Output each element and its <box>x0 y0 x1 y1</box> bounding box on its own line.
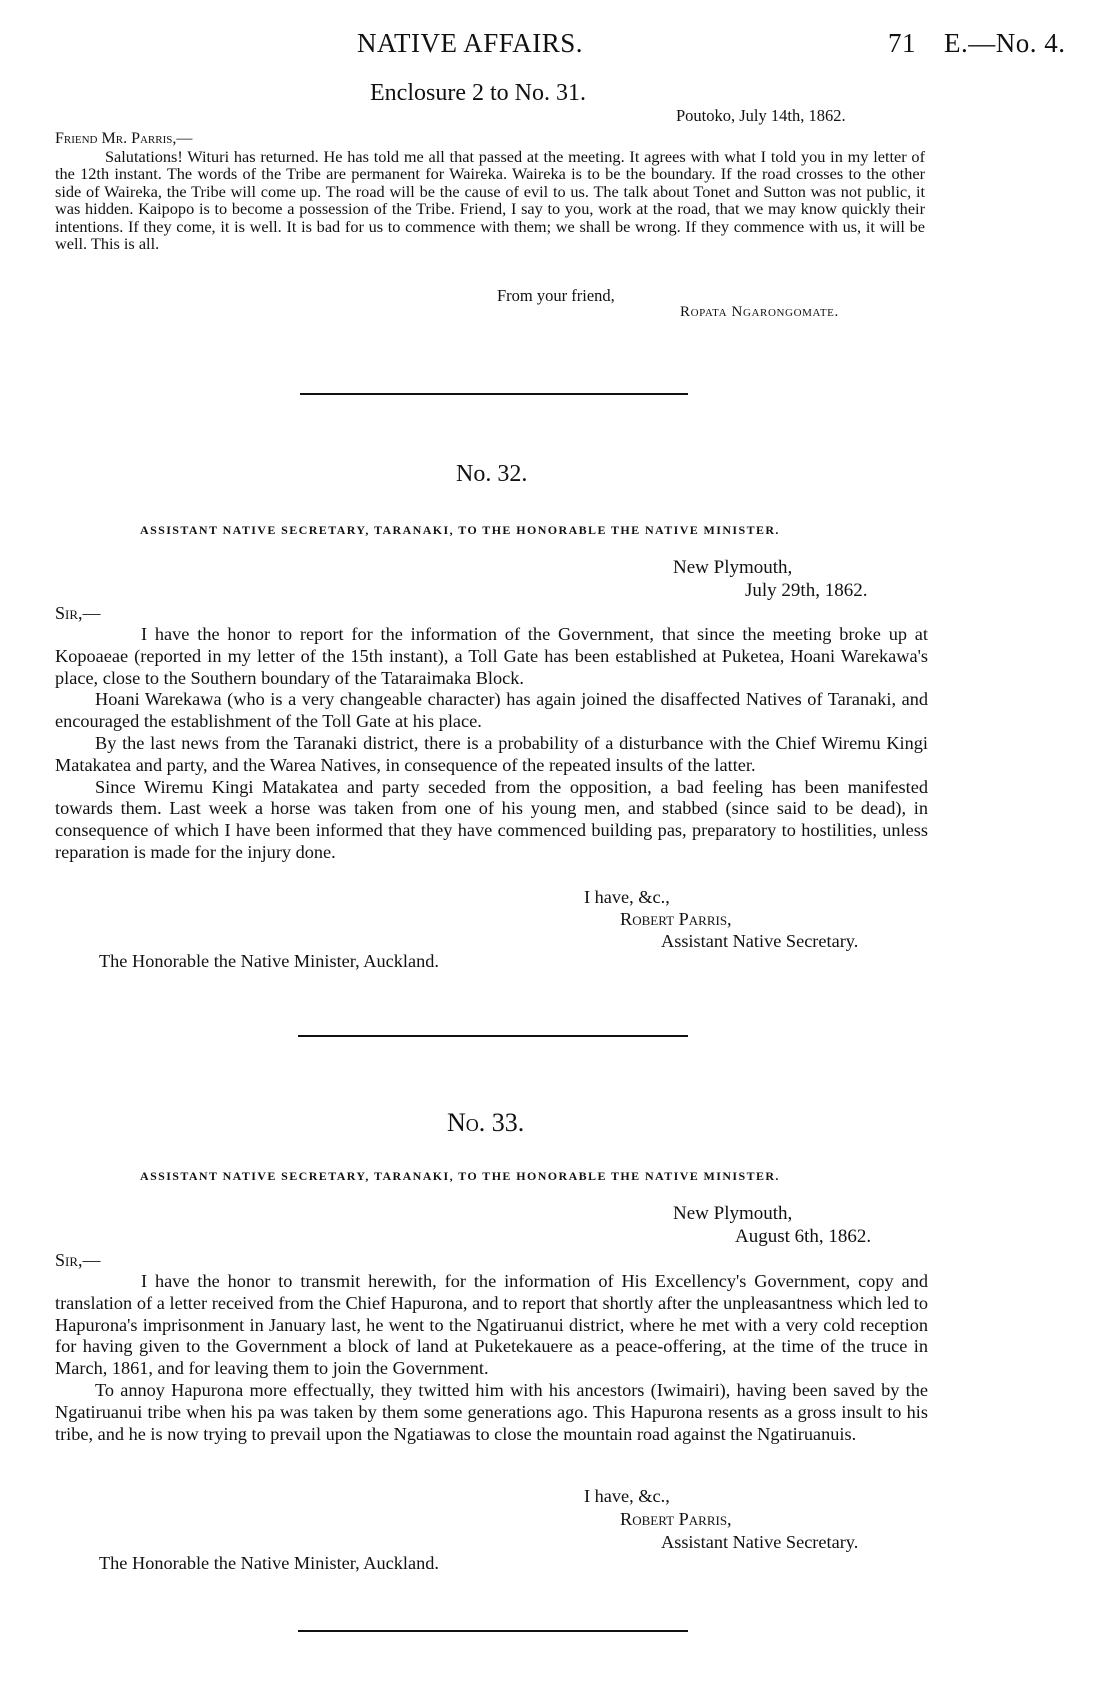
no32-salutation: Sir,— <box>55 603 101 623</box>
enclosure-place-date: Poutoko, July 14th, 1862. <box>676 106 846 125</box>
no32-date: July 29th, 1862. <box>745 580 868 601</box>
no33-place: New Plymouth, <box>673 1203 793 1224</box>
no32-paragraph: Since Wiremu Kingi Matakatea and party seceded from the opposition, a bad feeling has been manifested towards them. Last week a horse was taken from one of his young men, and stabbed (since said to be dead), in consequence of which I have been informed that they have commenced building pas, preparatory to hostilities, unless reparation is made for the injury done. <box>55 776 928 862</box>
no33-signature-title: Assistant Native Secretary. <box>661 1532 859 1552</box>
page-number: 71 <box>888 28 916 58</box>
enclosure-body <box>55 148 925 252</box>
no33-salutation: Sir,— <box>55 1250 101 1270</box>
no32-signature: Robert Parris, <box>620 909 732 929</box>
no32-paragraph: I have the honor to report for the information of the Government, that since the meeting broke up at Kopoaeae (reported in my letter of the 15th instant), a Toll Gate has been established at Puketea, Hoani Warekawa's place, close to the Southern boundary of the Tataraimaka Block. <box>55 624 928 688</box>
section-divider <box>298 1630 688 1632</box>
no33-signature: Robert Parris, <box>620 1509 732 1529</box>
no32-closing: I have, &c., <box>584 887 670 907</box>
no32-addressee: The Honorable the Native Minister, Auckland. <box>99 951 439 971</box>
no32-paragraph: Hoani Warekawa (who is a very changeable character) has again joined the disaffected Natives of Taranaki, and encouraged the establishment of the Toll Gate at his place. <box>55 689 928 732</box>
no32-subheading: ASSISTANT NATIVE SECRETARY, TARANAKI, TO THE HONORABLE THE NATIVE MINISTER. <box>140 523 780 537</box>
page-title: NATIVE AFFAIRS. <box>357 28 584 58</box>
document-reference: E.—No. 4. <box>944 28 1066 58</box>
section-divider <box>300 393 688 395</box>
enclosure-heading: Enclosure 2 to No. 31. <box>370 80 586 106</box>
section-divider <box>298 1035 688 1037</box>
no33-paragraph: To annoy Hapurona more effectually, they twitted him with his ancestors (Iwimairi), having been saved by the Ngatiruanui tribe when his pa was taken by them some generations ago. This Hapurona resents as a gross insult to his tribe, and he is now trying to prevail upon the Ngatiawas to close the mountain road against the Ngatiruanuis. <box>55 1379 928 1444</box>
enclosure-paragraph: Salutations! Wituri has returned. He has told me all that passed at the meeting. It agrees with what I told you in my letter of the 12th instant. The words of the Tribe are permanent for Waireka. Waireka is to be the boundary. If the road crosses to the other side of Waireka, the Tribe will come up. The road will be the cause of evil to us. The talk about Tonet and Sutton was not public, it was hidden. Kaipopo is to become a possession of the Tribe. Friend, I say to you, work at the road, that we may know quickly their intentions. If they come, it is well. It is bad for us to commence with them; we shall be wrong. If they commence with us, it will be well. This is all. <box>55 147 925 254</box>
no32-heading: No. 32. <box>456 461 528 487</box>
no33-closing: I have, &c., <box>584 1486 670 1506</box>
no32-paragraph: By the last news from the Taranaki district, there is a probability of a disturbance with the Chief Wiremu Kingi Matakatea and party, and the Warea Natives, in consequence of the repeated insults of the latter. <box>55 732 928 775</box>
enclosure-signature: Ropata Ngarongomate. <box>680 304 839 320</box>
no33-body <box>55 1271 928 1445</box>
no33-paragraph: I have the honor to transmit herewith, for the information of His Excellency's Government, copy and translation of a letter received from the Chief Hapurona, and to report that shortly after the unpleasantness which led to Hapurona's imprisonment in January last, he went to the Ngatiruanui district, where he met with a very cold reception for having given to the Government a block of land at Puketekauere as a peace-offering, at the time of the truce in March, 1861, and for leaving them to join the Government. <box>55 1271 928 1379</box>
no32-signature-title: Assistant Native Secretary. <box>661 931 859 951</box>
no32-place: New Plymouth, <box>673 557 793 578</box>
no33-heading: No. 33. <box>447 1108 525 1137</box>
no33-date: August 6th, 1862. <box>735 1226 872 1247</box>
no33-addressee: The Honorable the Native Minister, Auckland. <box>99 1553 439 1573</box>
enclosure-closing: From your friend, <box>497 286 615 305</box>
no33-subheading: ASSISTANT NATIVE SECRETARY, TARANAKI, TO THE HONORABLE THE NATIVE MINISTER. <box>140 1169 780 1183</box>
enclosure-salutation: Friend Mr. Parris,— <box>55 130 193 147</box>
no32-body <box>55 624 928 864</box>
